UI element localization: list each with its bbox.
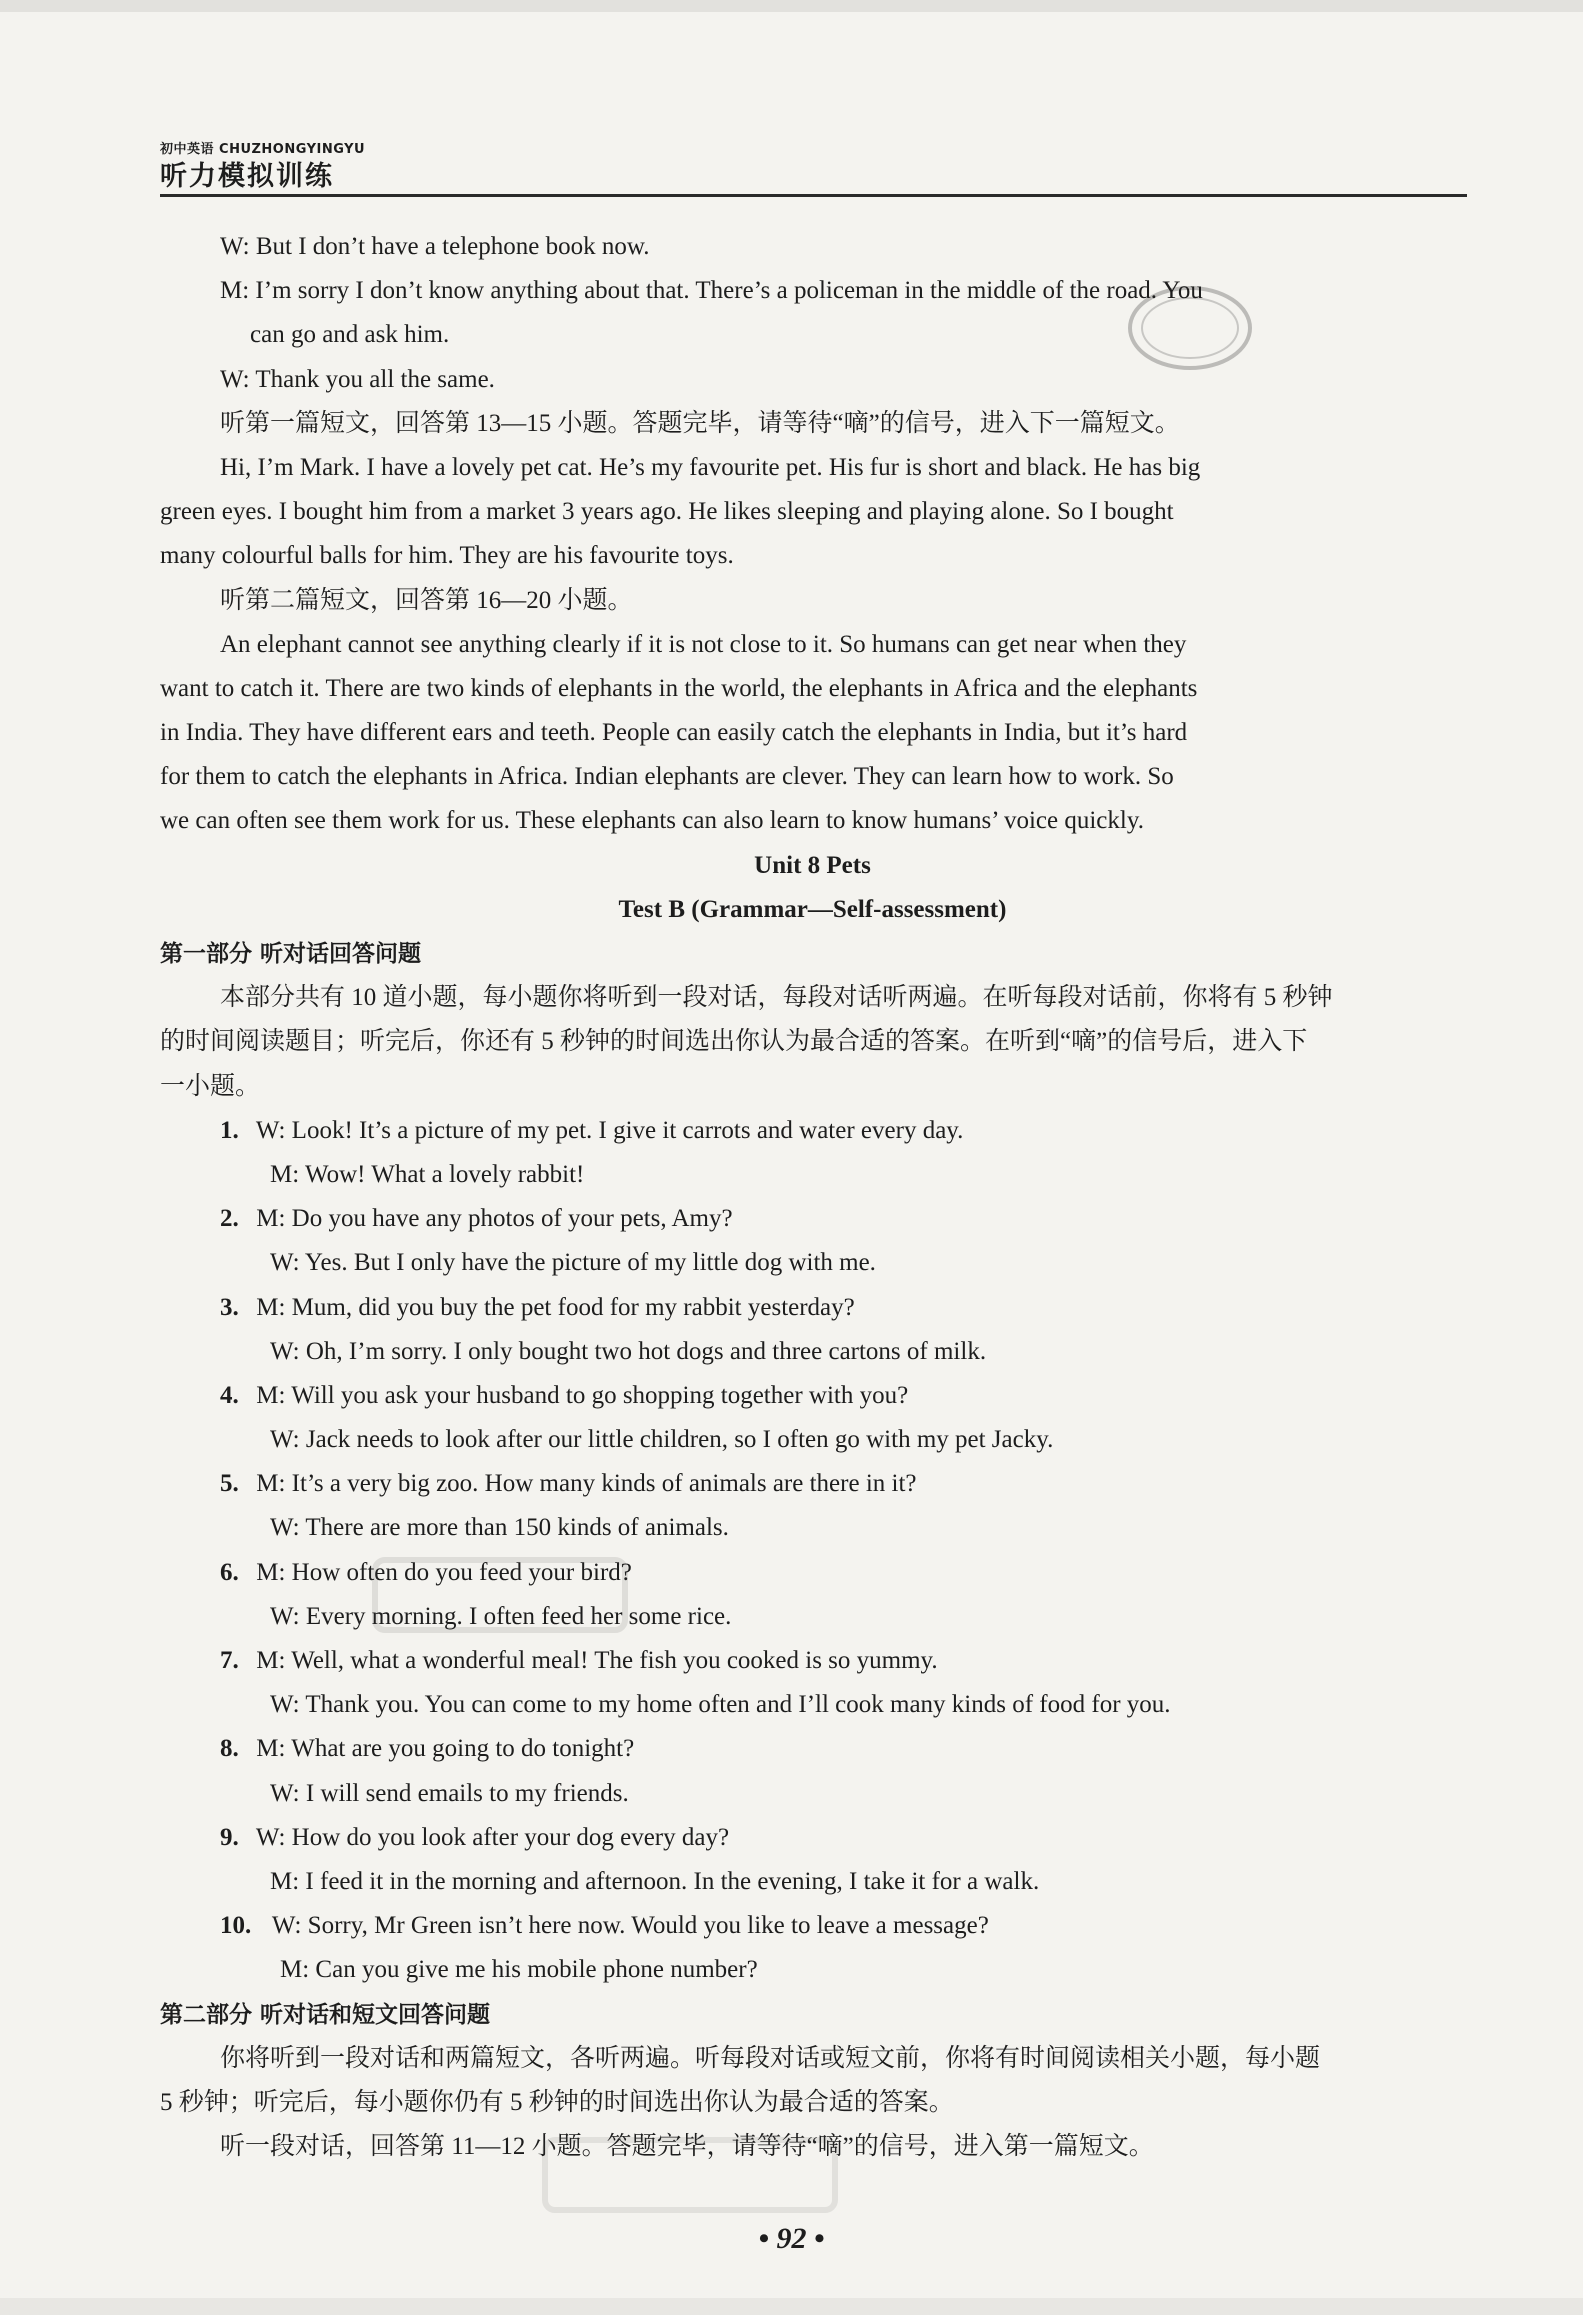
dialogue-item (160, 1374, 1465, 1418)
dialogue-line: W: There are more than 150 kinds of animals. (270, 1514, 729, 1542)
header-title: 听力模拟训练 (160, 161, 334, 192)
watermark-icon (370, 1550, 630, 1640)
dialogue-line: W: I will send emails to my friends. (270, 1779, 629, 1807)
dialogue-item (160, 1551, 1465, 1595)
dialogue-line: M: I feed it in the morning and afternoon. In the evening, I take it for a walk. (270, 1867, 1040, 1895)
dialogue-line: W: Look! It’s a picture of my pet. I give it carrots and water every day. (255, 1116, 964, 1144)
dialogue-line: M: What are you going to do tonight? (256, 1735, 635, 1763)
text-line: can go and ask him. (250, 321, 450, 349)
dialogue-line: M: How often do you feed your bird? (256, 1558, 632, 1586)
instruction-line: 听第一篇短文，回答第 13—15 小题。答题完毕，请等待“嘀”的信号，进入下一篇短文。 (220, 409, 1180, 437)
part2-heading: 第二部分 听对话和短文回答问题 (160, 2001, 491, 2028)
item-number: 2. (220, 1205, 239, 1233)
passage-line: in India. They have different ears and teeth. People can easily catch the elephants in India, but it’s hard (160, 719, 1188, 747)
text-line: W: But I don’t have a telephone book now. (220, 233, 650, 260)
unit-title: Unit 8 Pets (754, 851, 871, 879)
header-rule (160, 194, 1467, 197)
item-number: 10. (220, 1912, 252, 1940)
item-number: 4. (220, 1381, 239, 1409)
instruction-line: 听一段对话，回答第 11—12 小题。答题完毕，请等待“嘀”的信号，进入第一篇短文。 (220, 2133, 1154, 2161)
dialogue-item (160, 1197, 1465, 1241)
page-number: • 92 • (758, 2222, 825, 2255)
text-line: W: Thank you all the same. (220, 365, 495, 393)
part2-intro-line: 你将听到一段对话和两篇短文，各听两遍。听每段对话或短文前，你将有时间阅读相关小题，每小题 (220, 2044, 1321, 2072)
part1-intro-line: 的时间阅读题目；听完后，你还有 5 秒钟的时间选出你认为最合适的答案。在听到“嘀”的信号后，进入下 (160, 1028, 1308, 1056)
part1-intro-line: 一小题。 (160, 1072, 261, 1100)
scan-bottom-edge (0, 2298, 1583, 2315)
dialogue-line: W: Sorry, Mr Green isn’t here now. Would you like to leave a message? (271, 1912, 989, 1940)
passage-line: many colourful balls for him. They are his favourite toys. (160, 542, 734, 570)
page-content (160, 225, 1465, 2169)
dialogue-line: M: Will you ask your husband to go shopping together with you? (256, 1381, 909, 1409)
dialogue-line: M: Do you have any photos of your pets, Amy? (256, 1205, 733, 1233)
passage-line: want to catch it. There are two kinds of elephants in the world, the elephants in Africa and the elephants (160, 674, 1198, 702)
text-line: M: I’m sorry I don’t know anything about that. There’s a policeman in the middle of the road. You (220, 277, 1203, 305)
dialogue-line: W: Oh, I’m sorry. I only bought two hot dogs and three cartons of milk. (270, 1337, 987, 1365)
dialogue-line: W: Jack needs to look after our little children, so I often go with my pet Jacky. (270, 1426, 1054, 1454)
dialogue-item (160, 1286, 1465, 1330)
dialogue-line: M: Well, what a wonderful meal! The fish you cooked is so yummy. (256, 1647, 938, 1674)
dialogue-item (160, 1109, 1465, 1153)
item-number: 6. (220, 1558, 239, 1586)
passage-line: for them to catch the elephants in Africa. Indian elephants are clever. They can learn how to work. So (160, 763, 1174, 791)
passage-line: An elephant cannot see anything clearly if it is not close to it. So humans can get near when they (220, 630, 1187, 658)
scan-top-edge (0, 0, 1583, 12)
item-number: 7. (220, 1647, 239, 1674)
passage-line: Hi, I’m Mark. I have a lovely pet cat. He’s my favourite pet. His fur is short and black. He has big (220, 453, 1201, 481)
dialogue-line: W: Thank you. You can come to my home often and I’ll cook many kinds of food for you. (270, 1691, 1171, 1719)
item-number: 8. (220, 1735, 239, 1763)
item-number: 5. (220, 1470, 239, 1498)
passage-line: we can often see them work for us. These elephants can also learn to know humans’ voice quickly. (160, 807, 1144, 835)
test-title: Test B (Grammar—Self-assessment) (618, 895, 1007, 923)
dialogue-item (160, 1904, 1465, 1948)
part1-intro-line: 本部分共有 10 道小题，每小题你将听到一段对话，每段对话听两遍。在听每段对话前，你将有 5 秒钟 (220, 984, 1333, 1012)
item-number: 9. (220, 1823, 239, 1851)
dialogue-line: W: Every morning. I often feed her some rice. (270, 1602, 732, 1630)
passage-line: green eyes. I bought him from a market 3 years ago. He likes sleeping and playing alone. So I bought (160, 498, 1174, 526)
dialogue-item (160, 1639, 1465, 1683)
dialogue-item (160, 1727, 1465, 1771)
dialogue-item (160, 1816, 1465, 1860)
dialogue-line: W: How do you look after your dog every day? (255, 1823, 730, 1851)
dialogue-line: M: It’s a very big zoo. How many kinds of animals are there in it? (256, 1470, 917, 1498)
header-subtitle: 初中英语 CHUZHONGYINGYU (160, 142, 366, 157)
dialogue-line: M: Mum, did you buy the pet food for my rabbit yesterday? (256, 1293, 855, 1321)
dialogue-line: M: Can you give me his mobile phone number? (280, 1956, 758, 1984)
item-number: 1. (220, 1116, 239, 1144)
dialogue-item (160, 1462, 1465, 1506)
watermark-icon (540, 2130, 840, 2220)
part2-intro-line: 5 秒钟；听完后，每小题你仍有 5 秒钟的时间选出你认为最合适的答案。 (160, 2088, 954, 2116)
dialogue-line: W: Yes. But I only have the picture of my little dog with me. (270, 1249, 876, 1277)
instruction-line: 听第二篇短文，回答第 16—20 小题。 (220, 586, 633, 614)
part1-heading: 第一部分 听对话回答问题 (160, 941, 422, 967)
dialogue-line: M: Wow! What a lovely rabbit! (270, 1160, 585, 1188)
item-number: 3. (220, 1293, 239, 1321)
